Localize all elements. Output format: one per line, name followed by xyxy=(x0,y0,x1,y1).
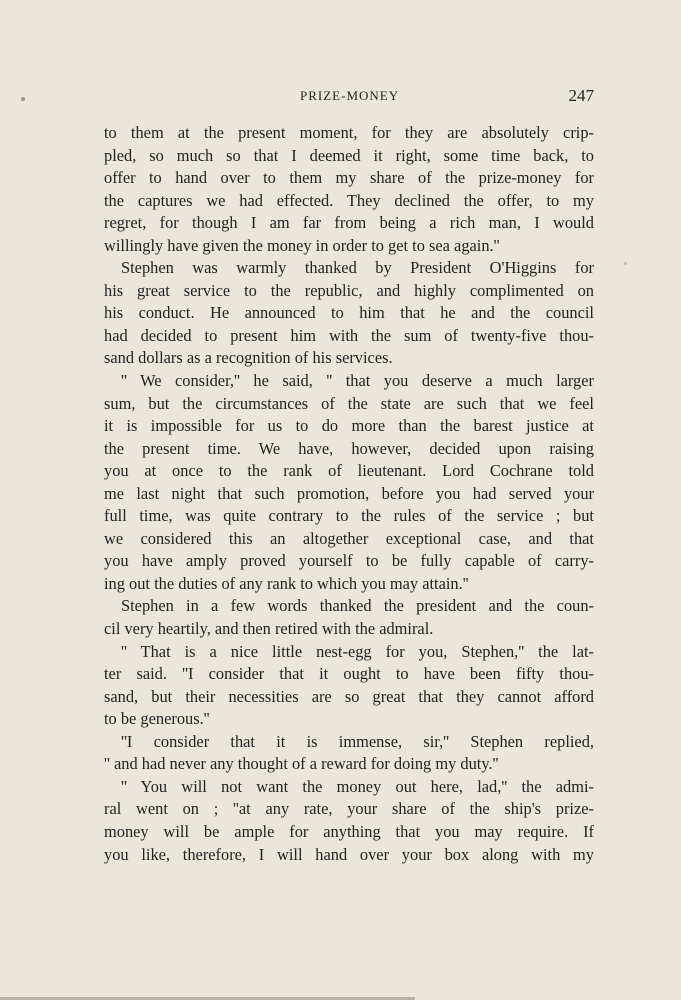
text-line: pled, so much so that I deemed it right, some time back, to xyxy=(104,145,594,165)
text-line: the present time. We have, however, decided upon raising xyxy=(104,438,594,458)
text-line: had decided to present him with the sum of twenty-five thou- xyxy=(104,325,594,345)
text-line: it is impossible for us to do more than the barest justice at xyxy=(104,416,594,436)
text-line: ter said. ''I consider that it ought to have been fifty thou- xyxy=(104,664,594,684)
page-speck xyxy=(21,97,25,101)
text-line: willingly have given the money in order to get to sea again.'' xyxy=(104,235,500,255)
text-line: we considered this an altogether exceptional case, and that xyxy=(104,528,594,548)
text-line: '' We consider,'' he said, '' that you deserve a much larger xyxy=(121,371,594,391)
text-line: you like, therefore, I will hand over your box along with my xyxy=(104,844,594,864)
text-line: to be generous.'' xyxy=(104,709,210,729)
running-title: PRIZE-MONEY xyxy=(300,88,400,103)
text-line: sand dollars as a recognition of his services. xyxy=(104,348,393,368)
text-line: Stephen was warmly thanked by President O'Higgins for xyxy=(121,258,594,278)
page-header xyxy=(104,86,594,108)
text-line: ''I consider that it is immense, sir,'' Stephen replied, xyxy=(121,731,594,751)
text-line: '' That is a nice little nest-egg for you, Stephen,'' the lat- xyxy=(121,641,594,661)
text-line: you at once to the rank of lieutenant. Lord Cochrane told xyxy=(104,461,594,481)
text-line: '' and had never any thought of a reward for doing my duty.'' xyxy=(104,754,499,774)
text-line: his conduct. He announced to him that he and the council xyxy=(104,303,594,323)
text-line: sand, but their necessities are so great that they cannot afford xyxy=(104,686,594,706)
text-line: you have amply proved yourself to be fully capable of carry- xyxy=(104,551,594,571)
page-number: 247 xyxy=(568,86,594,105)
text-line: full time, was quite contrary to the rules of the service ; but xyxy=(104,506,594,526)
text-line: '' You will not want the money out here, lad,'' the admi- xyxy=(121,776,594,796)
text-line: sum, but the circumstances of the state are such that we feel xyxy=(104,393,594,413)
text-line: to them at the present moment, for they are absolutely crip- xyxy=(104,123,594,142)
text-line: money will be ample for anything that you may require. If xyxy=(104,821,594,841)
text-line: offer to hand over to them my share of the prize-money for xyxy=(104,168,594,188)
text-line: ral went on ; ''at any rate, your share of the ship's prize- xyxy=(104,799,594,819)
text-line: Stephen in a few words thanked the president and the coun- xyxy=(121,596,594,616)
text-line: his great service to the republic, and highly complimented on xyxy=(104,280,594,300)
text-line: ing out the duties of any rank to which you may attain.'' xyxy=(104,573,469,593)
text-line: cil very heartily, and then retired with the admiral. xyxy=(104,619,434,639)
text-line: regret, for though I am far from being a rich man, I would xyxy=(104,213,594,233)
page-speck xyxy=(624,262,627,265)
text-line: the captures we had effected. They declined the offer, to my xyxy=(104,190,594,210)
text-line: me last night that such promotion, before you had served your xyxy=(104,483,594,503)
body-text xyxy=(104,122,594,866)
